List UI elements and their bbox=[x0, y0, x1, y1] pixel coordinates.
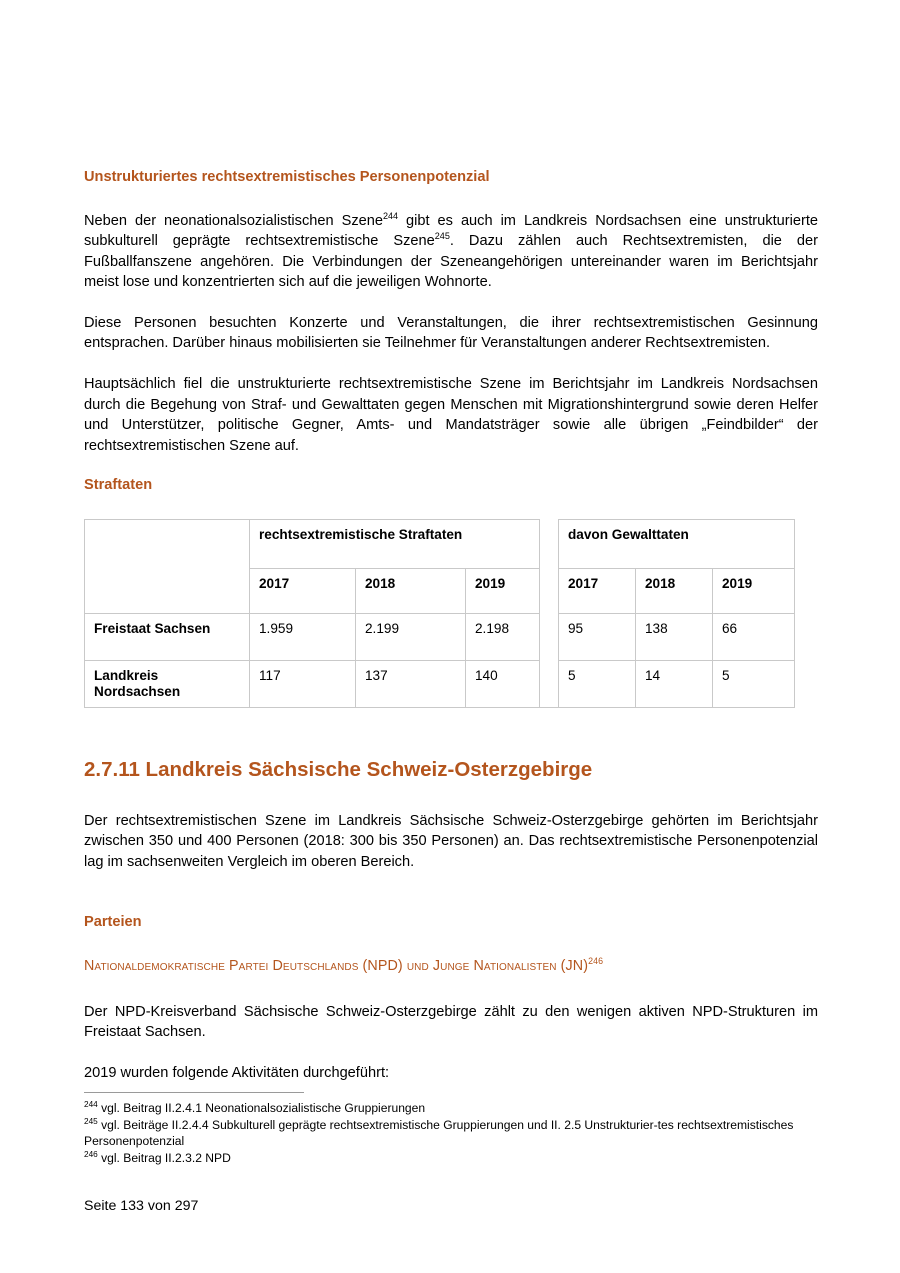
table-header-gewalttaten-2017: 2017 bbox=[559, 568, 636, 613]
table-cell-corner-empty bbox=[85, 519, 250, 613]
table-cell-value: 117 bbox=[250, 660, 356, 707]
table-cell-value: 2.199 bbox=[356, 613, 466, 660]
table-cell-value: 5 bbox=[559, 660, 636, 707]
table-cell-value: 137 bbox=[356, 660, 466, 707]
table-cell-value: 2.198 bbox=[466, 613, 540, 660]
table-cell-value: 66 bbox=[713, 613, 795, 660]
heading-section-2-7-11: 2.7.11 Landkreis Sächsische Schweiz-Osterzgebirge bbox=[84, 757, 593, 781]
footnote-marker: 245 bbox=[84, 1116, 98, 1126]
table-cell-value: 5 bbox=[713, 660, 795, 707]
footnote-separator-rule bbox=[84, 1092, 304, 1093]
table-cell-value: 1.959 bbox=[250, 613, 356, 660]
table-row-group-headers bbox=[85, 519, 795, 568]
table-header-davon-gewalttaten: davon Gewalttaten bbox=[559, 519, 795, 568]
footnote-245 bbox=[84, 1117, 824, 1150]
heading-straftaten: Straftaten bbox=[84, 477, 153, 494]
table-row bbox=[85, 660, 795, 707]
table-header-straftaten-2018: 2018 bbox=[356, 568, 466, 613]
table-row bbox=[85, 613, 795, 660]
paragraph-diese-personen bbox=[84, 313, 818, 354]
footnote-ref-246: 246 bbox=[588, 956, 604, 967]
text-run: Neben der neonationalsozialistischen Szene bbox=[84, 212, 383, 229]
footnote-244 bbox=[84, 1100, 824, 1117]
heading-parteien: Parteien bbox=[84, 914, 142, 931]
paragraph-hauptsaechlich bbox=[84, 374, 818, 456]
footnote-text: vgl. Beitrag II.2.3.2 NPD bbox=[97, 1150, 231, 1165]
table-header-straftaten-2017: 2017 bbox=[250, 568, 356, 613]
text-run: gibt es auch im Landkreis Nordsachsen eine unstrukturierte subkulturell geprägte rechtsextremistische Szene bbox=[84, 212, 819, 250]
text-run: . Dazu zählen auch Rechtsextremisten, die der Fußballfanszene angehören. Die Verbindungen der Szeneangehörigen untereinander waren im Berichtsjahr meist lose und konzentrierten sich auf die jeweiligen Wohnorte. bbox=[84, 233, 818, 291]
footnote-text: vgl. Beitrag II.2.4.1 Neonationalsozialistische Gruppierungen bbox=[97, 1101, 426, 1115]
table-cell-value: 95 bbox=[559, 613, 636, 660]
footnote-text: vgl. Beiträge II.2.4.4 Subkulturell geprägte rechtsextremistische Gruppierungen und II. 2.5 Unstrukturier-tes rechtsextremistisches Personenpotenzial bbox=[84, 1117, 794, 1149]
heading-npd-jn bbox=[84, 958, 818, 976]
table-straftaten bbox=[84, 519, 795, 708]
text-run: Hauptsächlich fiel die unstrukturierte rechtsextremistische Szene im Berichtsjahr im Landkreis Nordsachsen durch die Begehung von Straf- und Gewalttaten gegen Menschen mit Migrationshintergrund sowie deren Helfer und Unterstützer, politische Gegner, Amts- und Mandatsträger sowie alle übrigen „Feindbilder“ der rechtsextremistischen Szene auf. bbox=[84, 376, 818, 454]
table-cell-value: 138 bbox=[636, 613, 713, 660]
footnote-list bbox=[84, 1100, 824, 1166]
table-header-gewalttaten-2018: 2018 bbox=[636, 568, 713, 613]
footnote-area bbox=[84, 1092, 824, 1166]
footnote-246 bbox=[84, 1150, 824, 1167]
page-number-label: Seite 133 von 297 bbox=[84, 1198, 199, 1214]
table-header-straftaten-2019: 2019 bbox=[466, 568, 540, 613]
text-run: Der rechtsextremistischen Szene im Landkreis Sächsische Schweiz-Osterzgebirge gehörten im Berichtsjahr zwischen 350 und 400 Personen (2018: 300 bis 350 Personen) an. Das rechtsextremistische Personenpotenzial lag im sachsenweiten Vergleich im oberen Bereich. bbox=[84, 812, 818, 870]
table-cell-spacer bbox=[540, 613, 559, 660]
paragraph-aktivitaeten-intro bbox=[84, 1063, 818, 1084]
page-footer bbox=[84, 1198, 198, 1214]
text-run: Der NPD-Kreisverband Sächsische Schweiz-Osterzgebirge zählt zu den wenigen aktiven NPD-Strukturen im Freistaat Sachsen. bbox=[84, 1003, 818, 1041]
text-run: Nationaldemokratische Partei Deutschlands (NPD) und Junge Nationalisten (JN) bbox=[84, 957, 589, 974]
table-cell-spacer bbox=[540, 660, 559, 707]
table-header-gewalttaten-2019: 2019 bbox=[713, 568, 795, 613]
heading-unstrukturiertes-personenpotenzial: Unstrukturiertes rechtsextremistisches Personenpotenzial bbox=[84, 169, 490, 185]
table-rowlabel-freistaat-sachsen: Freistaat Sachsen bbox=[85, 613, 250, 660]
paragraph-neben-der-szene bbox=[84, 211, 818, 293]
table-cell-spacer bbox=[540, 519, 559, 613]
paragraph-npd-kreisverband bbox=[84, 1002, 818, 1043]
footnote-ref-244: 244 bbox=[382, 210, 399, 221]
footnote-marker: 244 bbox=[84, 1099, 98, 1109]
footnote-ref-245: 245 bbox=[434, 231, 450, 242]
text-run: 2019 wurden folgende Aktivitäten durchgeführt: bbox=[84, 1064, 390, 1081]
table-header-rechtsextremistische-straftaten: rechtsextremistische Straftaten bbox=[250, 519, 540, 568]
table-cell-value: 140 bbox=[466, 660, 540, 707]
paragraph-szene-landkreis-sos bbox=[84, 811, 818, 873]
footnote-marker: 246 bbox=[84, 1149, 98, 1159]
table-rowlabel-landkreis-nordsachsen: Landkreis Nordsachsen bbox=[85, 660, 250, 707]
page-content bbox=[84, 0, 818, 1083]
text-run: Diese Personen besuchten Konzerte und Veranstaltungen, die ihrer rechtsextremistischen Gesinnung entsprachen. Darüber hinaus mobilisierten sie Teilnehmer für Veranstaltungen anderer Rechtsextremisten. bbox=[84, 314, 818, 352]
table-cell-value: 14 bbox=[636, 660, 713, 707]
